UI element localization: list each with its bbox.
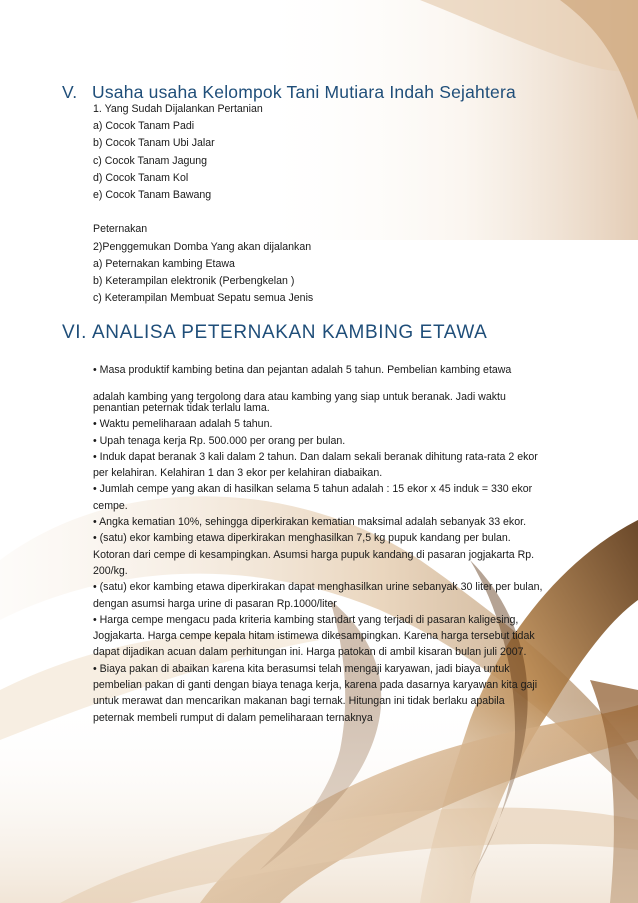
section-heading-v (62, 82, 516, 103)
section-number: VI. (62, 322, 88, 343)
paragraph-line: untuk merawat dan mencarikan makanan bagi ternak. Hitungan ini tidak berlaku apabila (93, 695, 505, 708)
list-item: 2)Penggemukan Domba Yang akan dijalankan (93, 240, 312, 253)
list-item: d) Cocok Tanam Kol (93, 171, 189, 184)
paragraph-line: • Induk dapat beranak 3 kali dalam 2 tahun. Dan dalam sekali beranak dihitung rata-rata 2 ekor (93, 450, 538, 463)
section-heading-vi (62, 322, 487, 344)
paragraph-line: • Biaya pakan di abaikan karena kita berasumsi telah mengaji karyawan, jadi biaya untuk (93, 662, 510, 675)
section-title: Usaha usaha Kelompok Tani Mutiara Indah Sejahtera (92, 82, 516, 102)
paragraph-line: • Harga cempe mengacu pada kriteria kambing standart yang terjadi di pasaran kaligesing, (93, 613, 519, 626)
paragraph-line: peternak membeli rumput di dalam pemeliharaan ternaknya (93, 711, 373, 724)
list-item: b) Cocok Tanam Ubi Jalar (93, 137, 215, 150)
paragraph-line: • Angka kematian 10%, sehingga diperkirakan kematian maksimal adalah sebanyak 33 ekor. (93, 516, 527, 529)
section-title: ANALISA PETERNAKAN KAMBING ETAWA (92, 322, 488, 343)
paragraph-line: dapat dijadikan acuan dalam perhitungan ini. Harga patokan di ambil kisaran bulan juli 2007. (93, 646, 527, 659)
paragraph-line: penantian peternak tidak terlalu lama. (93, 402, 270, 414)
list-item: a) Cocok Tanam Padi (93, 120, 195, 133)
list-item: Peternakan (93, 223, 148, 236)
list-item: c) Keterampilan Membuat Sepatu semua Jenis (93, 292, 314, 305)
list-item: c) Cocok Tanam Jagung (93, 154, 208, 167)
section-v-list (93, 101, 563, 307)
paragraph-line: per kelahiran. Kelahiran 1 dan 3 ekor per kelahiran diabaikan. (93, 467, 383, 480)
paragraph-line: 200/kg. (93, 564, 128, 577)
paragraph-line: • Jumlah cempe yang akan di hasilkan selama 5 tahun adalah : 15 ekor x 45 induk = 330 ekor (93, 483, 533, 496)
list-item: 1. Yang Sudah Dijalankan Pertanian (93, 103, 263, 115)
paragraph-line: adalah kambing yang tergolong dara atau kambing yang siap untuk beranak. Jadi waktu (93, 391, 506, 403)
paragraph-line: • (satu) ekor kambing etawa diperkirakan menghasilkan 7,5 kg pupuk kandang per bulan. (93, 532, 511, 545)
list-item: b) Keterampilan elektronik (Perbengkelan ) (93, 274, 295, 287)
paragraph-line: cempe. (93, 499, 128, 512)
paragraph-line: dengan asumsi harga urine di pasaran Rp.1000/liter (93, 597, 337, 610)
paragraph-line: Kotoran dari cempe di kesampingkan. Asumsi harga pupuk kandang di pasaran jogjakarta Rp. (93, 548, 535, 561)
section-vi-paragraph (93, 400, 563, 726)
paragraph-line: • Masa produktif kambing betina dan pejantan adalah 5 tahun. Pembelian kambing etawa (93, 364, 512, 376)
paragraph-line: pembelian pakan di ganti dengan biaya tenaga kerja, karena pada dasarnya karyawan kita gaji (93, 679, 538, 692)
paragraph-line: • Waktu pemeliharaan adalah 5 tahun. (93, 418, 273, 431)
list-spacer (93, 204, 563, 221)
paragraph-line: Jogjakarta. Harga cempe kepala hitam istimewa dikesampingkan. Karena harga tersebut tidak (93, 630, 535, 643)
section-number: V. (62, 82, 78, 102)
list-item: e) Cocok Tanam Bawang (93, 188, 212, 201)
paragraph-line: • Upah tenaga kerja Rp. 500.000 per orang per bulan. (93, 434, 346, 447)
list-item: a) Peternakan kambing Etawa (93, 257, 235, 270)
paragraph-line: • (satu) ekor kambing etawa diperkirakan dapat menghasilkan urine sebanyak 30 liter per bulan, (93, 581, 543, 594)
